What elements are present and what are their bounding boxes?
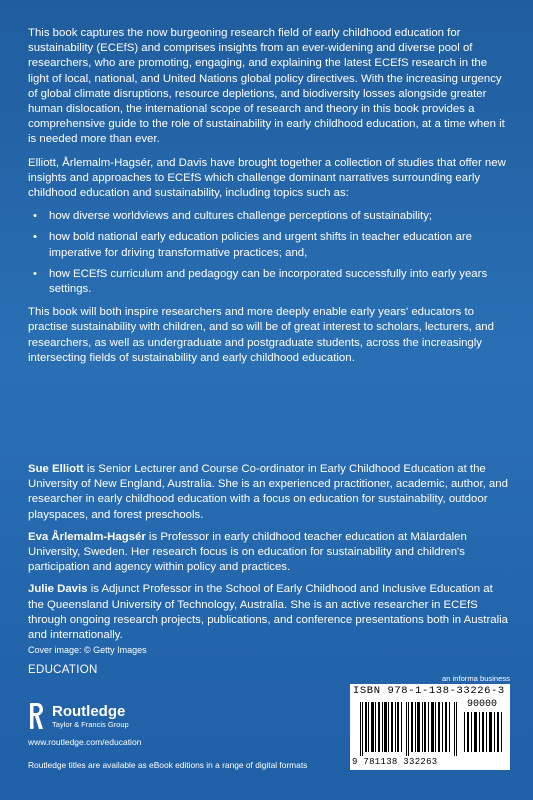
publisher-name: Routledge: [52, 702, 126, 720]
publisher-logo: [28, 702, 129, 730]
isbn-barcode: [350, 684, 510, 770]
ebook-note: Routledge titles are available as eBook editions in a range of digital formats: [28, 760, 308, 770]
blurb-paragraph-2: Elliott, Årlemalm-Hagsér, and Davis have brought together a collection of studies that offer new insights and approaches to ECEfS which challenge dominant narratives surrounding early childhood education and sustainability, including topics such as:: [28, 156, 506, 200]
blurb-paragraph-1: This book captures the now burgeoning research field of early childhood education for sustainability (ECEfS) and comprises insights from an ever-widening and diverse pool of researchers, who are promoting, engaging, and explaining the latest ECEfS research in the light of local, national, and United Nations global policy directives. With the increasing urgency of global climate disruptions, resource depletions, and biodiversity losses alongside greater human dislocation, the international scope of research and theory in this book provides a comprehensive guide to the role of sustainability in early childhood education, at a time when it is needed more than ever.: [28, 27, 505, 146]
routledge-logo-icon: [28, 702, 44, 730]
publisher-group: Taylor & Francis Group: [52, 719, 129, 729]
author-bio-text: is Professor in early childhood teacher education at Mälardalen University, Sweden. Her research focus is on education for sustainability and children's participation and agency within policy and practices.: [28, 530, 467, 574]
author-bios: [28, 462, 508, 650]
list-item: • how ECEfS curriculum and pedagogy can be incorporated successfully into early years settings.: [28, 267, 508, 297]
author-name: Julie Davis: [28, 583, 88, 596]
cover-image-credit: Cover image: © Getty Images: [28, 645, 147, 655]
author-bio: [28, 530, 508, 576]
barcode-bars: [360, 702, 460, 756]
barcode-digits: 9 781138 332263: [352, 757, 438, 767]
author-bio: [28, 462, 508, 523]
price-code: 90000: [467, 699, 498, 710]
publisher-website: www.routledge.com/education: [28, 737, 142, 747]
blurb-paragraph-3: This book will both inspire researchers and more deeply enable early years' educators to practise sustainability with children, and so will be of great interest to scholars, lecturers, and researchers, as well as undergraduate and postgraduate students, across the increasingly intersecting fields of sustainability and early childhood education.: [28, 306, 494, 364]
back-cover-blurb: [28, 26, 508, 374]
list-item: • how bold national early education policies and urgent shifts in teacher education are imperative for driving transformative practices; and,: [28, 230, 508, 260]
price-barcode-bars: [464, 712, 504, 752]
isbn-text: ISBN 978-1-138-33226-3: [353, 685, 505, 697]
informa-tagline: an informa business: [442, 674, 510, 683]
topics-list: [28, 209, 508, 297]
author-bio: [28, 582, 508, 643]
author-bio-text: is Adjunct Professor in the School of Early Childhood and Inclusive Education at the Queensland University of Technology, Australia. She is an active researcher in ECEfS through ongoing research projects, publications, and conference presentations both in Australia and internationally.: [28, 583, 508, 642]
author-bio-text: is Senior Lecturer and Course Co-ordinator in Early Childhood Education at the University of New England, Australia. She is an experienced practitioner, academic, author, and researcher in early childhood education with a focus on education for sustainability, outdoor playspaces, and forest preschools.: [28, 463, 508, 521]
author-name: Eva Årlemalm-Hagsér: [28, 530, 146, 543]
subject-category: EDUCATION: [28, 664, 98, 676]
list-item: • how diverse worldviews and cultures challenge perceptions of sustainability;: [28, 209, 508, 224]
author-name: Sue Elliott: [28, 463, 84, 475]
